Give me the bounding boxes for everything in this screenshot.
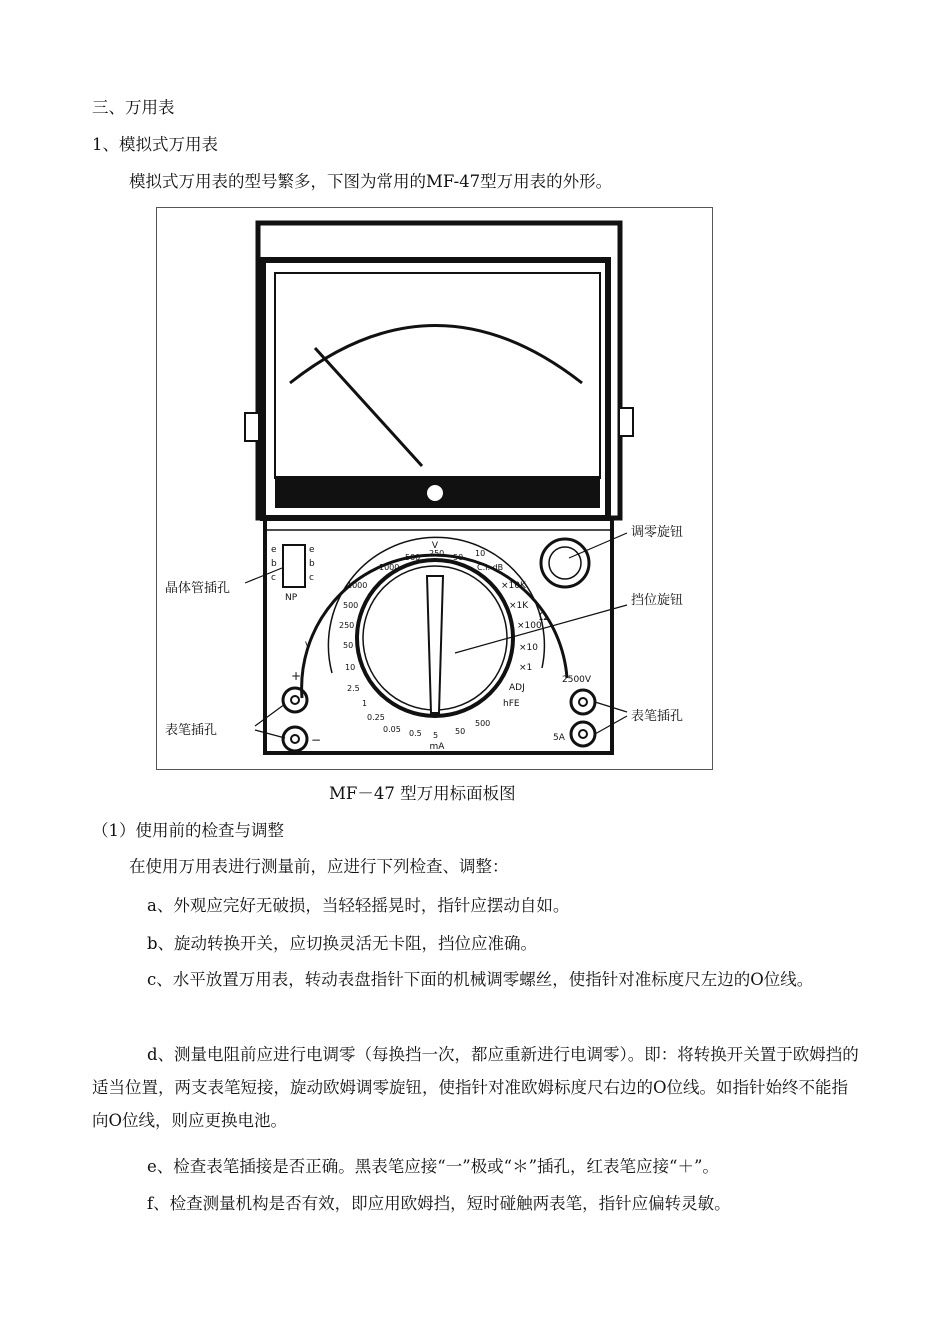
socket-letter: e <box>309 545 315 555</box>
left-hinge <box>245 413 259 441</box>
range-mark: 500 <box>475 719 491 728</box>
range-mark: 1000 <box>379 563 400 572</box>
zero-adjust-knob[interactable] <box>541 539 589 587</box>
item-a: a、外观应完好无破损，当轻轻摇晃时，指针应摆动自如。 <box>147 896 570 915</box>
v-top-label: V <box>431 541 439 551</box>
figure-caption: MF－47 型万用标面板图 <box>329 784 516 803</box>
subsection-heading: 1、模拟式万用表 <box>92 135 218 154</box>
zero-knob-callout: 调零旋钮 <box>631 525 684 540</box>
range-mark: ×10 <box>519 643 538 653</box>
socket-letter: c <box>271 573 276 583</box>
socket-letter: b <box>271 559 277 569</box>
range-mark: 2.5 <box>347 684 360 693</box>
probe-jack-callout-left: 表笔插孔 <box>165 723 218 738</box>
range-mark: 1000 <box>347 581 368 590</box>
range-mark: ADJ <box>509 683 525 693</box>
multimeter-figure <box>156 207 713 770</box>
section-heading: 三、万用表 <box>92 98 175 117</box>
meter-window <box>275 273 600 478</box>
range-mark: 50 <box>453 553 464 562</box>
range-mark: 500 <box>343 601 359 610</box>
range-knob-callout: 挡位旋钮 <box>631 593 684 608</box>
range-mark: ×1K <box>509 601 529 611</box>
range-mark: 10 <box>475 549 486 558</box>
range-mark: 500 <box>405 553 421 562</box>
probe-jack-minus[interactable] <box>283 727 307 751</box>
range-mark: ×100 <box>517 621 542 631</box>
multimeter-diagram <box>157 208 712 769</box>
range-mark: 250 <box>339 621 355 630</box>
transistor-socket-callout: 晶体管插孔 <box>165 581 231 596</box>
range-mark: 1 <box>362 699 368 708</box>
range-mark: ×10K <box>501 581 526 591</box>
minus-label: − <box>311 733 322 747</box>
socket-letter: c <box>309 573 314 583</box>
range-mark: C.I. dB <box>477 563 504 572</box>
probe-jack-5a[interactable] <box>571 722 595 746</box>
socket-letter: e <box>271 545 277 555</box>
ohm-label: Ω <box>539 610 548 623</box>
right-hinge <box>619 408 633 436</box>
item-e: e、检查表笔插接是否正确。黑表笔应接“一”极或“＊”插孔，红表笔应接“＋”。 <box>147 1157 719 1176</box>
v-left-label: V <box>305 641 312 651</box>
probe-jack-callout-right: 表笔插孔 <box>631 709 684 724</box>
probe-jack-plus[interactable] <box>283 688 307 712</box>
intro-paragraph: 模拟式万用表的型号繁多，下图为常用的MF-47型万用表的外形。 <box>129 172 613 191</box>
range-mark: 50 <box>455 727 466 736</box>
scale-arc <box>290 326 582 384</box>
check-heading: （1）使用前的检查与调整 <box>92 821 284 840</box>
range-mark: 0.25 <box>367 713 385 722</box>
5a-label: 5A <box>553 733 565 743</box>
socket-letter: b <box>309 559 315 569</box>
v2500-label: 2500V <box>562 675 592 685</box>
ma-label: mA <box>429 742 445 752</box>
range-mark: 0.05 <box>383 725 401 734</box>
logo-mark <box>427 485 443 501</box>
item-d: d、测量电阻前应进行电调零（每换挡一次，都应重新进行电调零）。即：将转换开关置于欧姆挡的适当位置，两支表笔短接，旋动欧姆调零旋钮，使指针对准欧姆标度尺右边的O位线。如指针始终不能指向O位线，则应更换电池。 <box>92 1045 859 1130</box>
plus-label: + <box>291 669 302 683</box>
knob-pointer <box>427 576 443 713</box>
check-intro: 在使用万用表进行测量前，应进行下列检查、调整： <box>129 857 509 876</box>
probe-jack-2500v[interactable] <box>571 690 595 714</box>
transistor-socket[interactable] <box>283 545 305 587</box>
range-mark: 10 <box>345 663 356 672</box>
range-mark: hFE <box>503 699 520 709</box>
meter-needle <box>315 348 422 466</box>
np-label: NP <box>285 593 298 603</box>
item-c: c、水平放置万用表，转动表盘指针下面的机械调零螺丝，使指针对准标度尺左边的O位线。 <box>147 970 814 989</box>
item-f: f、检查测量机构是否有效，即应用欧姆挡，短时碰触两表笔，指针应偏转灵敏。 <box>147 1194 731 1213</box>
range-mark: 50 <box>343 641 354 650</box>
item-b: b、旋动转换开关，应切换灵活无卡阻，挡位应准确。 <box>147 934 538 953</box>
range-mark: 0.5 <box>409 729 422 738</box>
range-mark: ×1 <box>519 663 533 673</box>
range-mark: 250 <box>429 549 445 558</box>
range-mark: 5 <box>433 731 439 740</box>
